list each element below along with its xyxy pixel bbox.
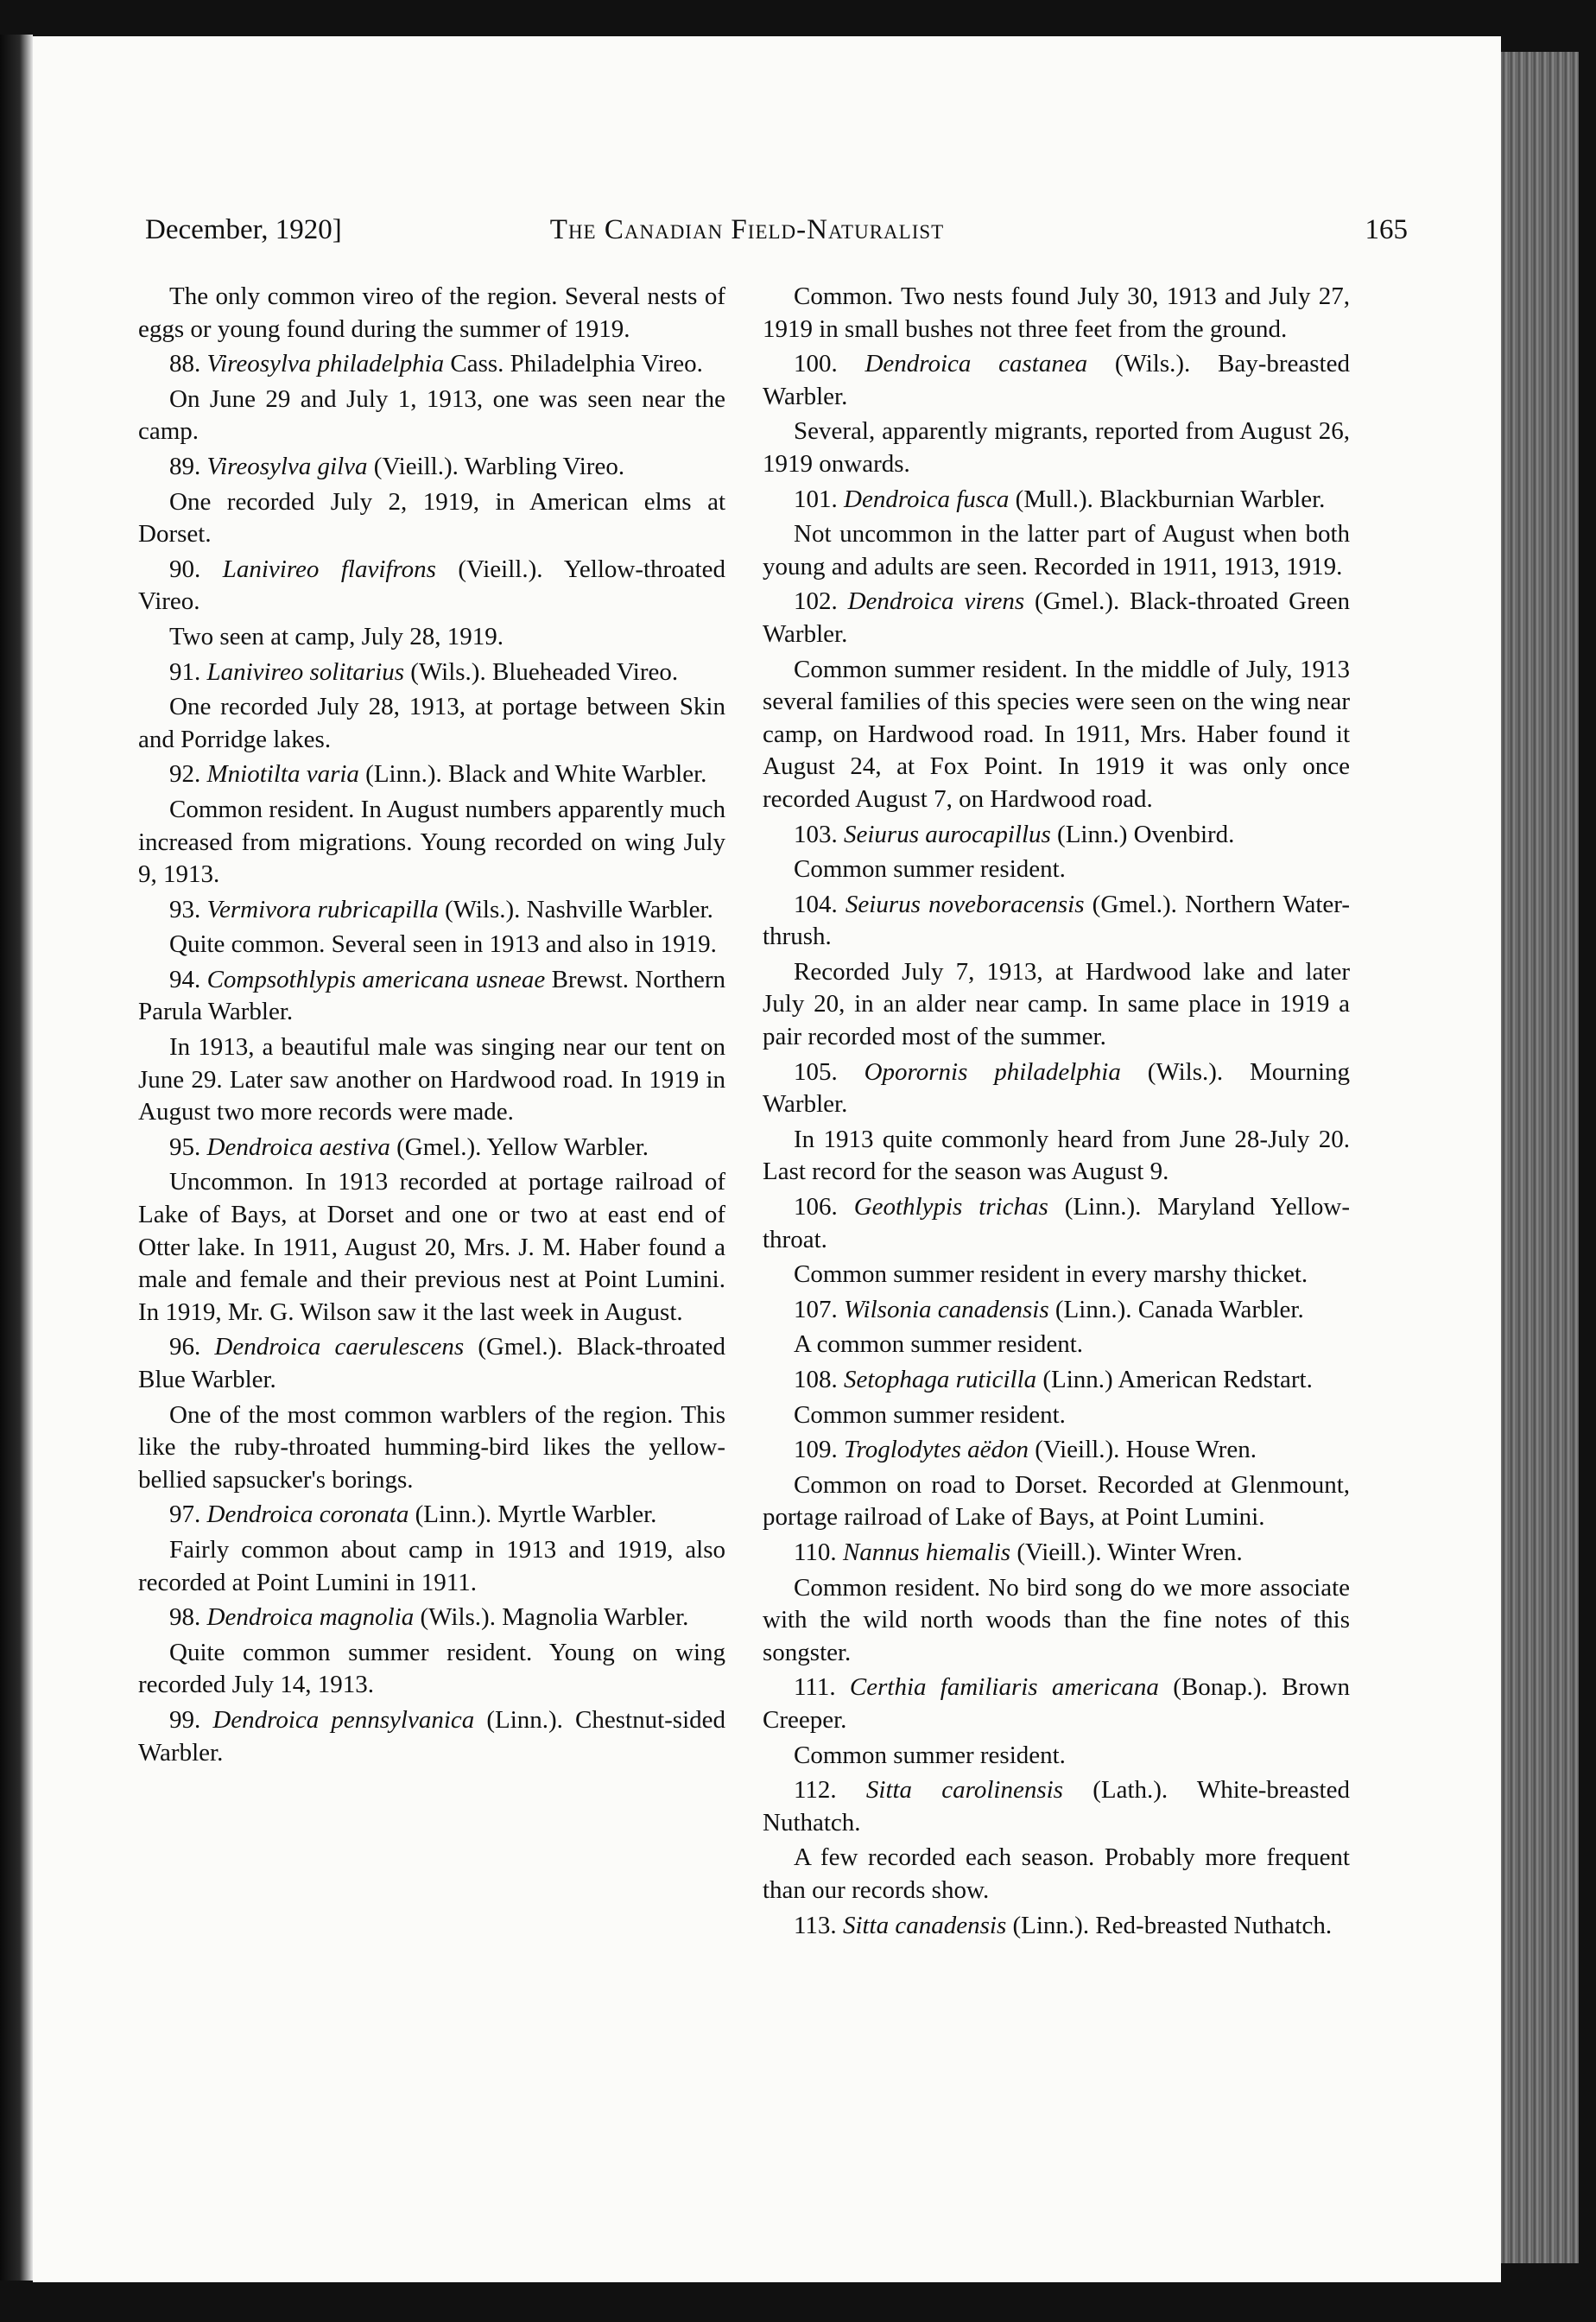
species-scientific-name: Vireosylva philadelphia — [206, 350, 445, 378]
species-number: 110. — [794, 1538, 843, 1566]
species-number: 88. — [169, 350, 207, 378]
left-text-column — [138, 278, 725, 1769]
species-authority-and-common-name: (Linn.). Maryland Yellow-throat. — [763, 1193, 1351, 1253]
species-note: Common summer resident. — [794, 1400, 1066, 1429]
species-authority-and-common-name: (Gmel.). Black-throated Green Warbler. — [763, 587, 1351, 648]
facing-page-edge — [0, 35, 33, 2281]
species-authority-and-common-name: Brewst. Northern Parula Warbler. — [138, 965, 726, 1026]
right-text-column — [763, 278, 1350, 1942]
species-note: The only common vireo of the region. Several nests of eggs or young found during the summer of 1919. — [138, 282, 725, 343]
species-number: 93. — [169, 895, 207, 923]
species-authority-and-common-name: (Wils.). Bay-breasted Warbler. — [763, 350, 1350, 410]
species-authority-and-common-name: (Linn.) American Redstart. — [1036, 1366, 1313, 1393]
species-entry — [138, 451, 725, 484]
species-scientific-name: Dendroica fusca — [844, 485, 1010, 513]
species-note: Common resident. In August numbers apparently much increased from migrations. Young recorded on wing July 9, 1913. — [138, 795, 725, 889]
species-entry — [138, 1499, 725, 1532]
species-number: 107. — [794, 1295, 844, 1323]
species-note: Recorded July 7, 1913, at Hardwood lake and later July 20, in an alder near camp. In same place in 1919 a pair recorded most of the summer. — [763, 957, 1350, 1051]
species-authority-and-common-name: (Linn.). Myrtle Warbler. — [408, 1500, 657, 1529]
species-scientific-name: Lanivireo solitarius — [206, 657, 405, 686]
species-authority-and-common-name: (Vieill.). Winter Wren. — [1010, 1538, 1243, 1566]
species-scientific-name: Dendroica magnolia — [206, 1603, 415, 1632]
species-scientific-name: Mniotilta varia — [206, 760, 359, 789]
species-entry — [138, 1132, 725, 1164]
species-entry — [763, 1056, 1350, 1121]
species-authority-and-common-name: (Gmel.). Yellow Warbler. — [390, 1132, 649, 1161]
species-number: 97. — [169, 1500, 207, 1529]
species-number: 111. — [794, 1673, 850, 1702]
species-number: 96. — [169, 1333, 215, 1361]
species-entry — [763, 1672, 1350, 1736]
species-entry — [138, 1602, 725, 1634]
species-authority-and-common-name: (Wils.). Mourning Warbler. — [763, 1057, 1350, 1119]
species-number: 94. — [169, 965, 207, 993]
species-authority-and-common-name: (Linn.). Red-breasted Nuthatch. — [1006, 1911, 1333, 1939]
species-number: 101. — [794, 485, 844, 513]
species-scientific-name: Sitta canadensis — [842, 1911, 1007, 1939]
species-note: In 1913 quite commonly heard from June 28-July 20. Last record for the season was August 9. — [763, 1125, 1350, 1186]
species-number: 105. — [794, 1057, 864, 1086]
species-scientific-name: Oporornis philadelphia — [864, 1057, 1121, 1086]
species-note: Several, apparently migrants, reported from August 26, 1919 onwards. — [763, 417, 1350, 478]
page-number: 165 — [1365, 214, 1408, 245]
species-entry — [763, 348, 1350, 413]
species-scientific-name: Seiurus aurocapillus — [844, 820, 1051, 848]
species-authority-and-common-name: (Linn.). Black and White Warbler. — [358, 760, 707, 789]
species-number: 92. — [169, 760, 207, 789]
species-number: 102. — [794, 587, 848, 616]
species-authority-and-common-name: (Vieill.). Yellow-throated Vireo. — [138, 555, 726, 616]
species-number: 104. — [794, 890, 846, 918]
species-note: Fairly common about camp in 1913 and 1919, also recorded at Point Lumini in 1911. — [138, 1535, 725, 1596]
species-entry — [763, 586, 1350, 650]
species-scientific-name: Vireosylva gilva — [206, 452, 368, 480]
species-entry — [763, 1434, 1350, 1467]
species-authority-and-common-name: (Gmel.). Northern Water-thrush. — [763, 890, 1350, 951]
species-note: Common on road to Dorset. Recorded at Glenmount, portage railroad of Lake of Bays, at Point Lumini. — [763, 1470, 1350, 1532]
species-entry — [138, 657, 725, 689]
species-note: Common summer resident. In the middle of July, 1913 several families of this species were seen on the wing near camp, on Hardwood road. In 1911, Mrs. Haber found it August 24, at Fox Point. In 1919 it was only once recorded August 7, on Hardwood road. — [763, 655, 1350, 813]
species-entry — [763, 819, 1350, 852]
species-scientific-name: Dendroica coronata — [206, 1500, 409, 1529]
species-entry — [763, 1537, 1350, 1570]
species-authority-and-common-name: (Wils.). Magnolia Warbler. — [414, 1603, 689, 1632]
species-scientific-name: Dendroica aestiva — [206, 1132, 390, 1161]
species-authority-and-common-name: (Vieill.). Warbling Vireo. — [367, 452, 625, 480]
species-entry — [138, 1704, 725, 1769]
species-entry — [138, 894, 725, 927]
species-note: Uncommon. In 1913 recorded at portage railroad of Lake of Bays, at Dorset and one or two at east end of Otter lake. In 1911, August 20, Mrs. J. M. Haber found a male and female and their previous nest at Point Lumini. In 1919, Mr. G. Wilson saw it the last week in August. — [138, 1168, 725, 1326]
species-number: 99. — [169, 1705, 213, 1734]
species-note: One recorded July 28, 1913, at portage between Skin and Porridge lakes. — [138, 693, 725, 753]
species-scientific-name: Dendroica caerulescens — [214, 1333, 465, 1361]
species-authority-and-common-name: (Gmel.). Black-throated Blue Warbler. — [138, 1333, 726, 1393]
species-authority-and-common-name: (Wils.). Nashville Warbler. — [438, 895, 713, 923]
species-note: A common summer resident. — [794, 1330, 1084, 1359]
species-number: 95. — [169, 1132, 207, 1161]
species-entry — [763, 484, 1350, 517]
species-note: One recorded July 2, 1919, in American elms at Dorset. — [138, 487, 725, 549]
species-entry — [138, 348, 725, 381]
species-scientific-name: Seiurus noveboracensis — [845, 890, 1085, 918]
page-stack-edge — [1501, 52, 1579, 2263]
header-journal-title: The Canadian Field-Naturalist — [549, 214, 945, 245]
species-authority-and-common-name: (Lath.). White-breasted Nuthatch. — [763, 1776, 1350, 1837]
running-header — [112, 214, 1408, 257]
species-scientific-name: Certhia familiaris americana — [849, 1673, 1159, 1702]
species-entry — [138, 1331, 725, 1396]
species-entry — [763, 1364, 1350, 1397]
species-note: A few recorded each season. Probably more frequent than our records show. — [763, 1843, 1350, 1904]
species-note: In 1913, a beautiful male was singing near our tent on June 29. Later saw another on Hardwood road. In 1919 in August two more records were made. — [138, 1033, 725, 1126]
species-note: Quite common summer resident. Young on wing recorded July 14, 1913. — [138, 1638, 725, 1699]
species-authority-and-common-name: Cass. Philadelphia Vireo. — [444, 350, 703, 378]
species-note: Common summer resident. — [794, 1741, 1066, 1769]
species-scientific-name: Geothlypis trichas — [853, 1193, 1048, 1221]
species-authority-and-common-name: (Linn.). Canada Warbler. — [1048, 1295, 1304, 1323]
species-entry — [763, 1294, 1350, 1327]
species-scientific-name: Nannus hiemalis — [842, 1538, 1011, 1566]
species-number: 113. — [794, 1911, 843, 1939]
species-scientific-name: Lanivireo flavifrons — [222, 555, 436, 583]
species-authority-and-common-name: (Bonap.). Brown Creeper. — [763, 1673, 1350, 1734]
species-note: Common. Two nests found July 30, 1913 and July 27, 1919 in small bushes not three feet from the ground. — [763, 282, 1350, 343]
species-number: 109. — [794, 1436, 844, 1464]
species-entry — [763, 1910, 1350, 1943]
species-entry — [138, 554, 725, 619]
species-scientific-name: Vermivora rubricapilla — [206, 895, 439, 923]
species-note: Not uncommon in the latter part of August when both young and adults are seen. Recorded in 1911, 1913, 1919. — [763, 520, 1350, 580]
species-authority-and-common-name: (Mull.). Blackburnian Warbler. — [1009, 485, 1326, 513]
species-authority-and-common-name: (Linn.) Ovenbird. — [1050, 820, 1235, 848]
species-scientific-name: Sitta carolinensis — [865, 1776, 1063, 1805]
species-scientific-name: Wilsonia canadensis — [844, 1295, 1049, 1323]
species-note: Common summer resident in every marshy thicket. — [794, 1260, 1308, 1289]
species-scientific-name: Dendroica virens — [847, 587, 1025, 616]
species-note: Common summer resident. — [794, 855, 1066, 884]
species-scientific-name: Setophaga ruticilla — [844, 1366, 1037, 1393]
species-number: 103. — [794, 820, 844, 848]
species-note: Common resident. No bird song do we more associate with the wild north woods than the fine notes of this songster. — [763, 1573, 1350, 1666]
species-scientific-name: Troglodytes aëdon — [844, 1436, 1029, 1464]
species-scientific-name: Compsothlypis americana usneae — [206, 965, 546, 993]
species-entry — [138, 758, 725, 791]
species-number: 112. — [794, 1776, 866, 1805]
species-number: 108. — [794, 1366, 844, 1393]
species-number: 90. — [169, 555, 223, 583]
species-note: One of the most common warblers of the region. This like the ruby-throated humming-bird likes the yellow-bellied sapsucker's borings. — [138, 1400, 725, 1494]
species-number: 91. — [169, 657, 207, 686]
species-authority-and-common-name: (Wils.). Blueheaded Vireo. — [404, 657, 679, 686]
species-scientific-name: Dendroica castanea — [864, 350, 1088, 378]
species-scientific-name: Dendroica pennsylvanica — [212, 1705, 475, 1734]
species-authority-and-common-name: (Vieill.). House Wren. — [1029, 1436, 1257, 1464]
species-authority-and-common-name: (Linn.). Chestnut-sided Warbler. — [138, 1705, 726, 1767]
species-number: 106. — [794, 1193, 854, 1221]
species-number: 98. — [169, 1603, 207, 1632]
species-entry — [138, 964, 725, 1029]
species-number: 100. — [794, 350, 865, 378]
species-note: On June 29 and July 1, 1913, one was seen near the camp. — [138, 384, 725, 446]
species-entry — [763, 1191, 1350, 1256]
species-note: Quite common. Several seen in 1913 and also in 1919. — [169, 930, 717, 959]
species-entry — [763, 1774, 1350, 1839]
species-note: Two seen at camp, July 28, 1919. — [169, 622, 504, 650]
species-number: 89. — [169, 452, 207, 480]
header-date: December, 1920] — [145, 214, 342, 245]
species-entry — [763, 889, 1350, 954]
